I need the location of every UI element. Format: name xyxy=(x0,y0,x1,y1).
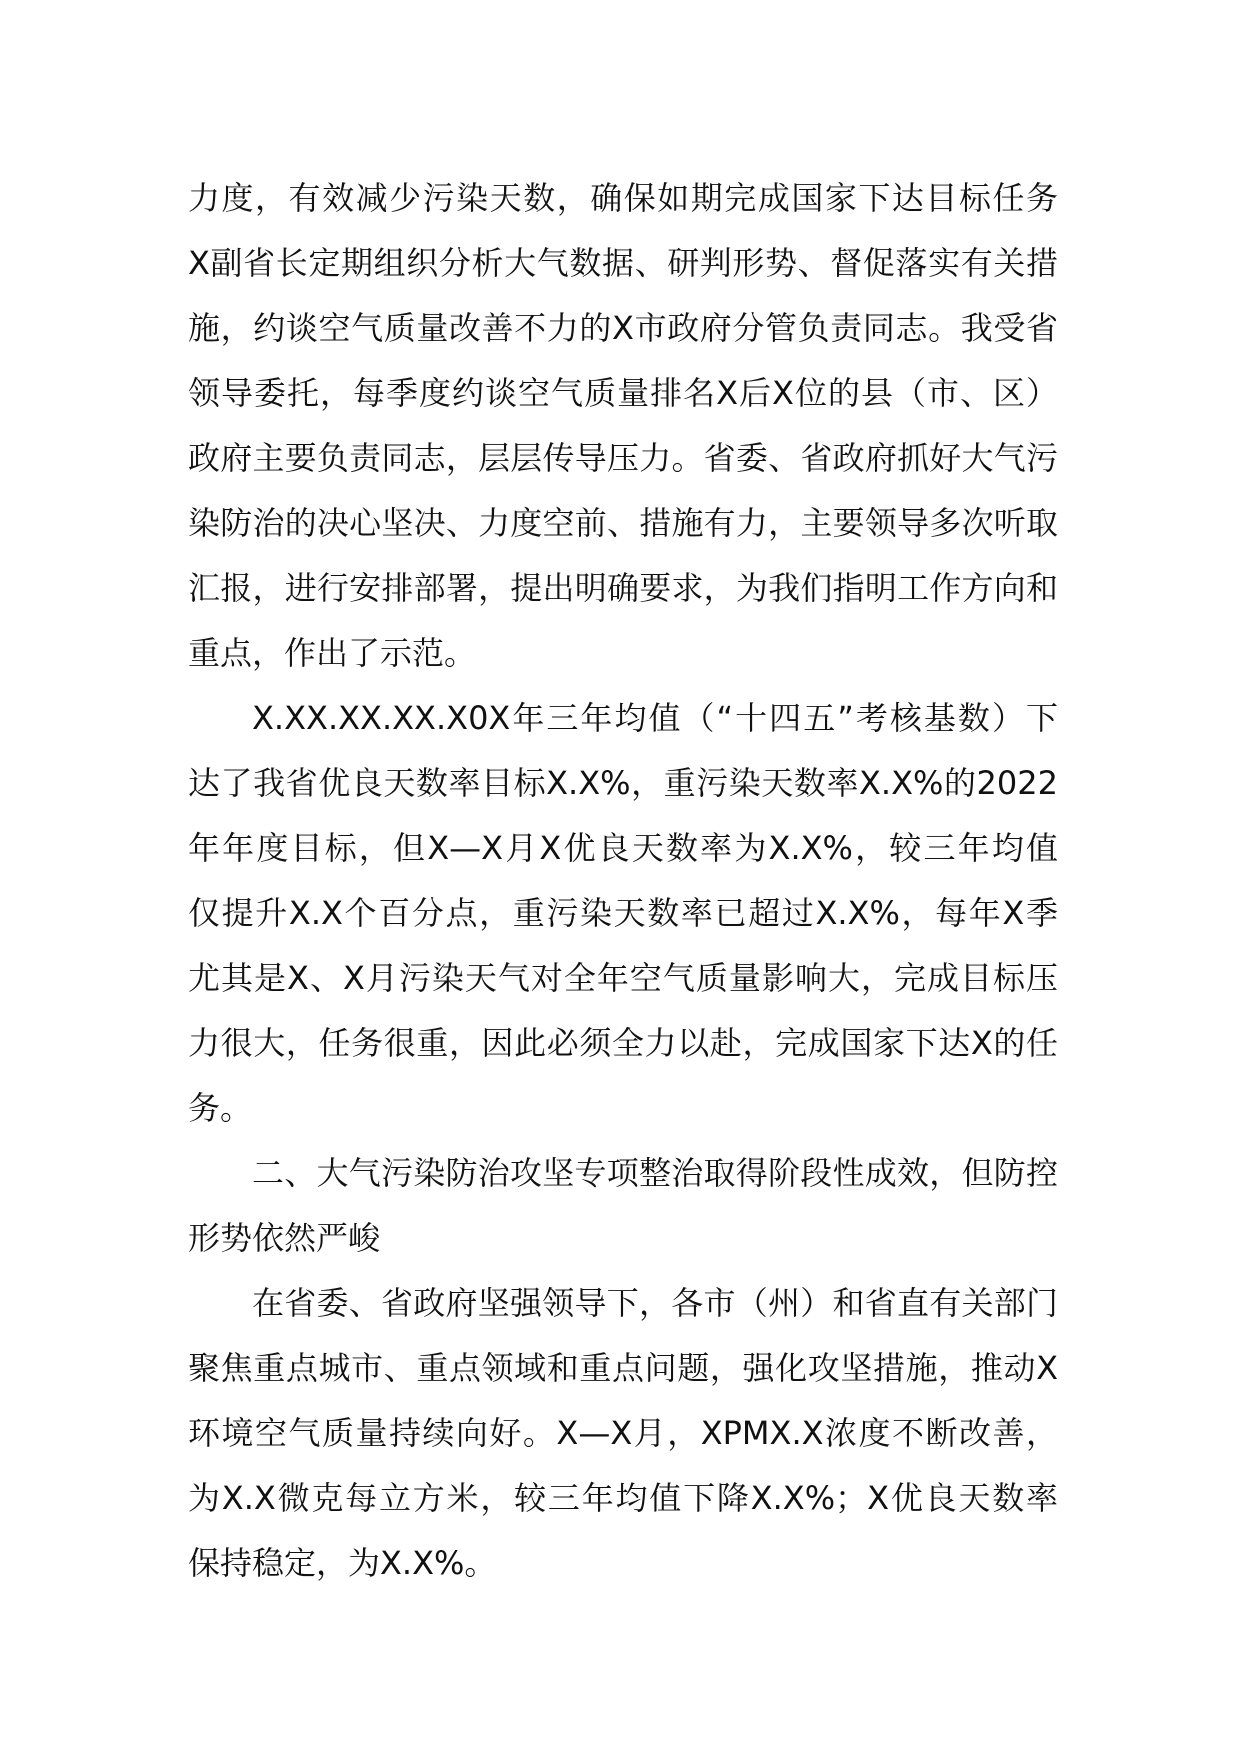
text-line: 染防治的决心坚决、力度空前、措施有力，主要领导多次听取 xyxy=(188,504,1058,542)
text-line: 政府主要负责同志，层层传导压力。省委、省政府抓好大气污 xyxy=(188,439,1058,477)
text-line: 汇报，进行安排部署，提出明确要求，为我们指明工作方向和 xyxy=(188,569,1058,607)
text-line: 年年度目标，但X—X月X优良天数率为X.X%，较三年均值 xyxy=(188,829,1058,867)
heading-line: 二、大气污染防治攻坚专项整治取得阶段性成效，但防控 xyxy=(252,1154,1058,1192)
text-line: 聚焦重点城市、重点领域和重点问题，强化攻坚措施，推动X xyxy=(188,1349,1058,1387)
text-line: 力度，有效减少污染天数，确保如期完成国家下达目标任务 xyxy=(188,179,1058,217)
text-line: 力很大，任务很重，因此必须全力以赴，完成国家下达X的任 xyxy=(188,1024,1058,1062)
section-heading xyxy=(188,1141,1058,1271)
text-line: X.XX.XX.XX.X0X年三年均值（“十四五”考核基数）下 xyxy=(252,699,1058,737)
text-line: 仅提升X.X个百分点，重污染天数率已超过X.X%，每年X季 xyxy=(188,894,1058,932)
text-line: 施，约谈空气质量改善不力的X市政府分管负责同志。我受省 xyxy=(188,309,1058,347)
text-line: 环境空气质量持续向好。X—X月，XPMX.X浓度不断改善， xyxy=(188,1414,1058,1452)
text-line: 重点，作出了示范。 xyxy=(188,634,477,672)
text-line: 保持稳定，为X.X%。 xyxy=(188,1544,497,1582)
text-line: 在省委、省政府坚强领导下，各市（州）和省直有关部门 xyxy=(252,1284,1058,1322)
heading-line: 形势依然严峻 xyxy=(188,1219,381,1257)
text-line: 达了我省优良天数率目标X.X%，重污染天数率X.X%的2022 xyxy=(188,764,1058,802)
paragraph-continuation xyxy=(188,166,1058,686)
text-line: 务。 xyxy=(188,1089,253,1127)
paragraph-targets xyxy=(188,686,1058,1141)
paragraph-progress xyxy=(188,1271,1058,1596)
text-line: X副省长定期组织分析大气数据、研判形势、督促落实有关措 xyxy=(188,244,1058,282)
text-line: 为X.X微克每立方米，较三年均值下降X.X%；X优良天数率 xyxy=(188,1479,1058,1517)
text-line: 领导委托，每季度约谈空气质量排名X后X位的县（市、区） xyxy=(188,374,1058,412)
text-line: 尤其是X、X月污染天气对全年空气质量影响大，完成目标压 xyxy=(188,959,1058,997)
body-text xyxy=(188,166,1058,1596)
